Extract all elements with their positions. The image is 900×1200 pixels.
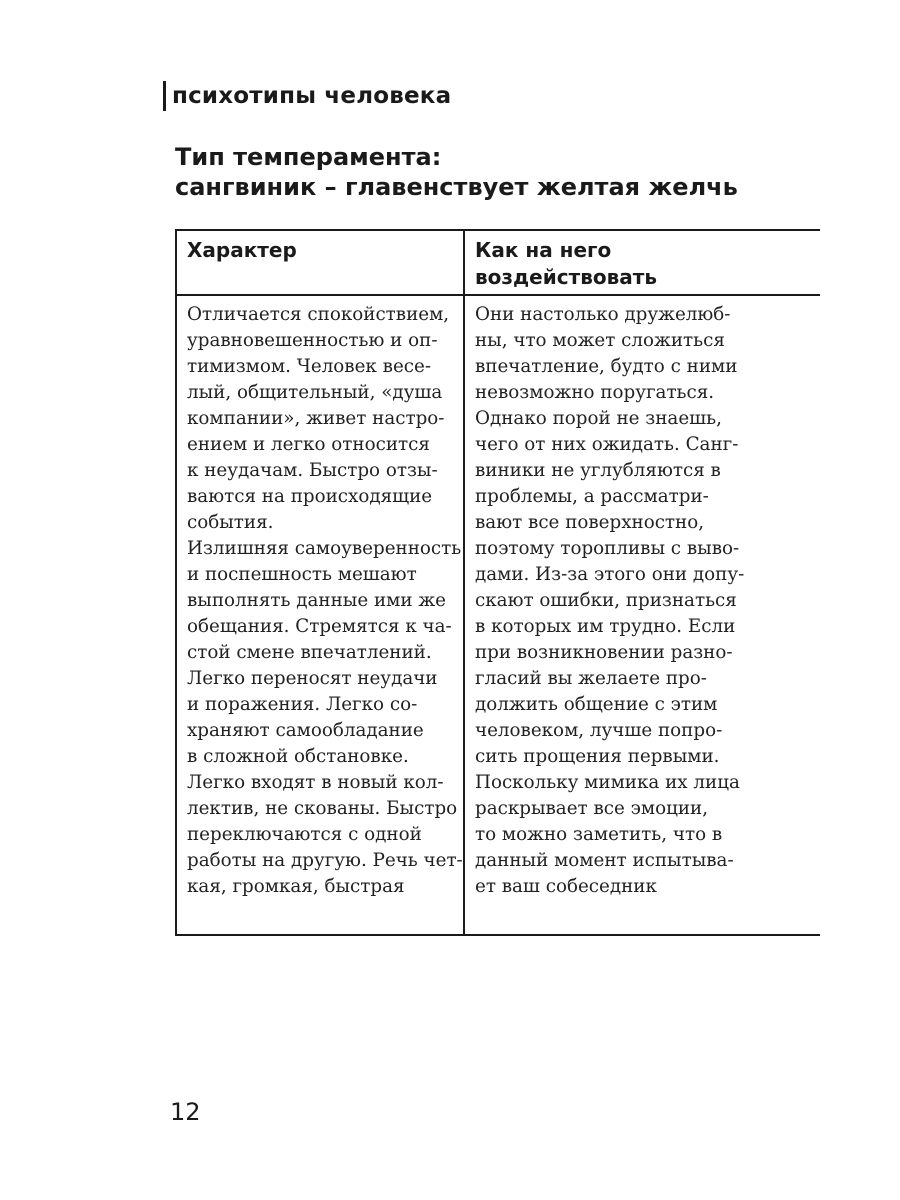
text-line: сить прощения первыми.	[475, 746, 720, 767]
text-line: тимизмом. Человек весе-	[187, 356, 432, 377]
page-number: 12	[170, 1098, 201, 1126]
header-influence-line: воздействовать	[475, 265, 657, 289]
text-line: ением и легко относится	[187, 434, 430, 455]
text-line: и поражения. Легко со-	[187, 694, 418, 715]
temperament-table	[175, 229, 820, 936]
text-line: выполнять данные ими же	[187, 590, 446, 611]
text-line: человеком, лучше попро-	[475, 720, 723, 741]
section-title-line: Тип темперамента:	[175, 143, 442, 171]
text-line: ны, что может сложиться	[475, 330, 725, 351]
text-line: обещания. Стремятся к ча-	[187, 616, 452, 637]
text-line: к неудачам. Быстро отзы-	[187, 460, 438, 481]
influence-text	[475, 302, 820, 900]
text-line: данный момент испытыва-	[475, 850, 734, 871]
running-head-bar	[163, 81, 166, 111]
column-divider	[463, 231, 465, 934]
text-line: Легко входят в новый кол-	[187, 772, 444, 793]
text-line: Легко переносят неудачи	[187, 668, 438, 689]
text-line: скают ошибки, признаться	[475, 590, 737, 611]
text-line: Излишняя самоуверенность	[187, 538, 462, 559]
text-line: чего от них ожидать. Санг-	[475, 434, 739, 455]
header-influence-line: Как на него	[475, 238, 612, 262]
header-divider	[177, 294, 820, 296]
header-character: Характер	[187, 238, 297, 262]
text-line: храняют самообладание	[187, 720, 424, 741]
text-line: дами. Из-за этого они допу-	[475, 564, 745, 585]
running-head	[163, 80, 451, 112]
section-title-line: сангвиник – главенствует желтая желчь	[175, 173, 738, 201]
text-line: должить общение с этим	[475, 694, 718, 715]
text-line: в сложной обстановке.	[187, 746, 409, 767]
text-line: Отличается спокойствием,	[187, 304, 450, 325]
text-line: в которых им трудно. Если	[475, 616, 736, 637]
text-line: поэтому торопливы с выво-	[475, 538, 740, 559]
text-line: вают все поверхностно,	[475, 512, 705, 533]
text-line: Поскольку мимика их лица	[475, 772, 740, 793]
text-line: стой смене впечатлений.	[187, 642, 432, 663]
text-line: события.	[187, 512, 274, 533]
text-line: проблемы, а рассматри-	[475, 486, 709, 507]
character-text	[187, 302, 463, 900]
text-line: переключаются с одной	[187, 824, 422, 845]
text-line: Однако порой не знаешь,	[475, 408, 722, 429]
text-line: то можно заметить, что в	[475, 824, 723, 845]
text-line: уравновешенностью и оп-	[187, 330, 438, 351]
text-line: Они настолько дружелюб-	[475, 304, 731, 325]
text-line: компании», живет настро-	[187, 408, 445, 429]
text-line: невозможно поругаться.	[475, 382, 715, 403]
text-line: кая, громкая, быстрая	[187, 876, 405, 897]
text-line: виники не углубляются в	[475, 460, 721, 481]
text-line: работы на другую. Речь чет-	[187, 850, 463, 871]
text-line: лый, общительный, «душа	[187, 382, 443, 403]
text-line: ваются на происходящие	[187, 486, 433, 507]
text-line: ет ваш собеседник	[475, 876, 657, 897]
text-line: раскрывает все эмоции,	[475, 798, 709, 819]
header-influence	[475, 237, 657, 291]
text-line: гласий вы желаете про-	[475, 668, 707, 689]
text-line: и поспешность мешают	[187, 564, 417, 585]
text-line: впечатление, будто с ними	[475, 356, 738, 377]
section-title	[175, 142, 815, 202]
running-head-text: психотипы человека	[172, 83, 452, 109]
text-line: лектив, не скованы. Быстро	[187, 798, 458, 819]
text-line: при возникновении разно-	[475, 642, 733, 663]
